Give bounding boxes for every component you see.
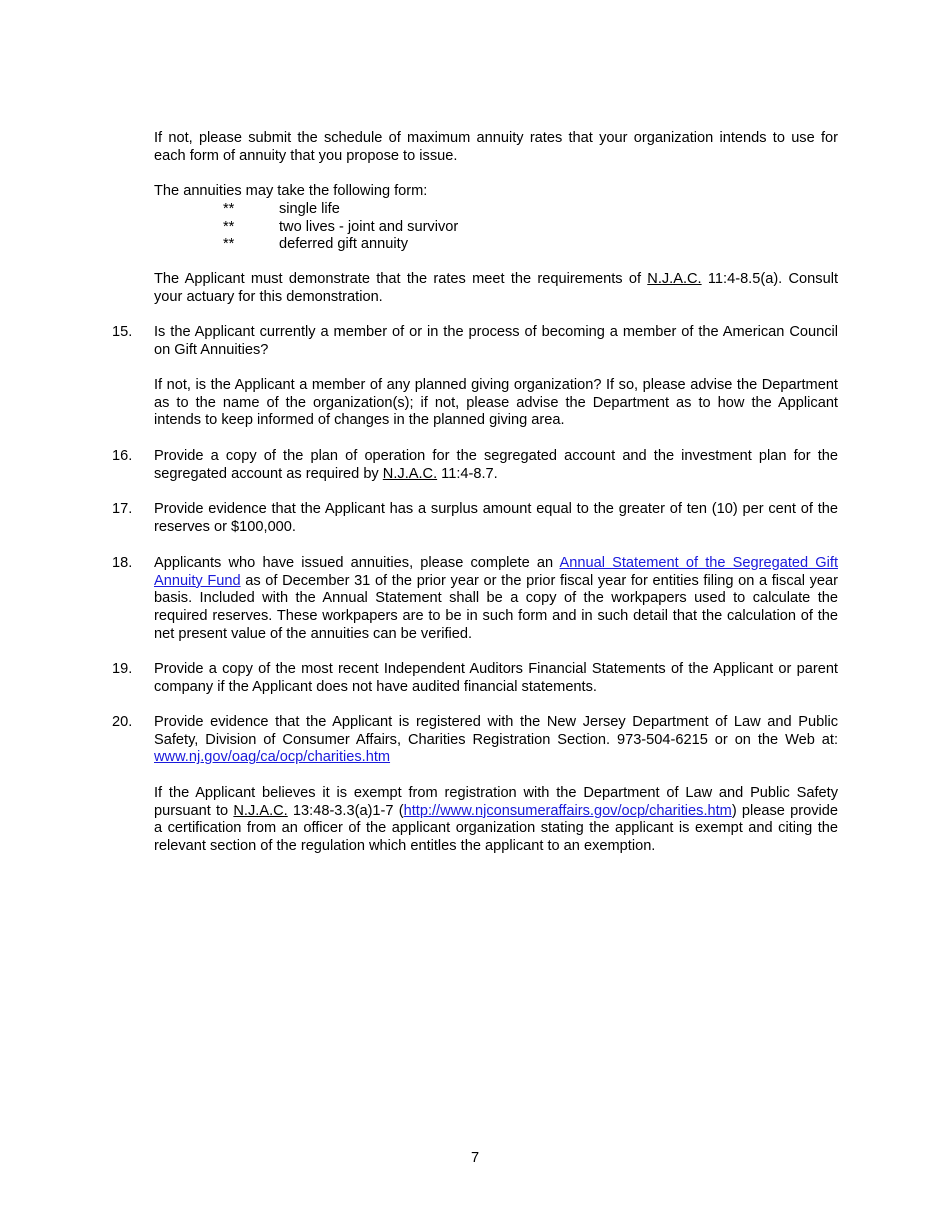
page-number: 7 (470, 1150, 480, 1166)
item-number-16: 16. (112, 448, 133, 464)
bullet-mark: ** (223, 218, 235, 235)
njconsumeraffairs-link[interactable]: http://www.njconsumeraffairs.gov/ocp/charities.htm (403, 802, 732, 819)
rates-text-before: The Applicant must demonstrate that the rates meet the requirements of (154, 271, 648, 287)
item-17-text: Provide evidence that the Applicant has a surplus amount equal to the greater of ten (10) per cent of the reserves or $100,000. (154, 501, 838, 535)
item-19 (154, 661, 838, 696)
item-18-text-before: Applicants who have issued annuities, please complete an (154, 555, 560, 571)
bullet-mark: ** (223, 236, 235, 253)
item-20-exemption (154, 785, 838, 856)
item-19-text: Provide a copy of the most recent Independent Auditors Financial Statements of the Applicant or parent company if the Applicant does not have audited financial statements. (154, 661, 838, 695)
list-item (223, 201, 623, 219)
forms-heading-text: The annuities may take the following form: (154, 183, 428, 199)
item-16 (154, 448, 838, 483)
exemption-text-after: ) please provide a certification from an officer of the applicant organization stating the applicant is exempt and citing the relevant section of the regulation which entitles the applicant to an exemption. (154, 802, 838, 855)
item-15 (154, 324, 838, 359)
exemption-text-mid: 13:48-3.3(a)1-7 ( (287, 802, 404, 819)
intro-paragraph (154, 130, 838, 165)
njac-citation: N.J.A.C. (233, 802, 288, 819)
rates-requirement-paragraph (154, 271, 838, 306)
intro-rates-text: If not, please submit the schedule of maximum annuity rates that your organization intends to use for each form of annuity that you propose to issue. (154, 130, 838, 164)
njac-citation: N.J.A.C. (382, 465, 438, 482)
item-18 (154, 555, 838, 644)
item-20 (154, 714, 838, 767)
item-number-17: 17. (112, 501, 133, 517)
item-16-text-after: 11:4-8.7. (437, 465, 498, 482)
item-15-followup (154, 377, 838, 430)
exemption-text-before: If the Applicant believes it is exempt from registration with the Department of Law and Public Safety pursuant to (154, 785, 838, 819)
list-item (223, 236, 623, 254)
item-15-text: Is the Applicant currently a member of or in the process of becoming a member of the American Council on Gift Annuities? (154, 324, 838, 358)
item-number-19: 19. (112, 661, 133, 677)
charities-link[interactable]: www.nj.gov/oag/ca/ocp/charities.htm (154, 749, 391, 766)
item-15-followup-text: If not, is the Applicant a member of any planned giving organization? If so, please advise the Department as to the name of the organization(s); if not, please advise the Department as to how the Applicant intends to keep informed of changes in the planned giving area. (154, 377, 838, 429)
item-20-text-before: Provide evidence that the Applicant is registered with the New Jersey Department of Law and Public Safety, Division of Consumer Affairs, Charities Registration Section. 973-504-6215 or on the Web at: (154, 714, 838, 748)
bullet-mark: ** (223, 201, 235, 217)
item-number-20: 20. (112, 714, 133, 730)
list-item-text: single life (279, 201, 340, 217)
item-16-text-before: Provide a copy of the plan of operation for the segregated account and the investment plan for the segregated account as required by (154, 448, 838, 482)
rates-text-after: 11:4-8.5(a). Consult your actuary for this demonstration. (154, 271, 838, 305)
annual-statement-link[interactable]: Annual Statement of the Segregated Gift Annuity Fund (154, 555, 839, 589)
item-number-18: 18. (112, 555, 133, 571)
njac-citation: N.J.A.C. (647, 271, 702, 287)
item-18-text-after: as of December 31 of the prior year or the prior fiscal year for entities filing on a fiscal year basis. Included with the Annual Statement shall be a copy of the workpapers used to calculate the required reserves. These workpapers are to be in such form and in such detail that the calculation of the net present value of the annuities can be verified. (154, 572, 839, 642)
list-item-text: deferred gift annuity (279, 236, 408, 253)
annuity-forms-list (223, 201, 623, 254)
item-number-15: 15. (112, 324, 133, 340)
forms-heading (154, 183, 838, 201)
list-item-text: two lives - joint and survivor (279, 218, 459, 235)
list-item (223, 219, 623, 237)
item-17 (154, 501, 838, 536)
